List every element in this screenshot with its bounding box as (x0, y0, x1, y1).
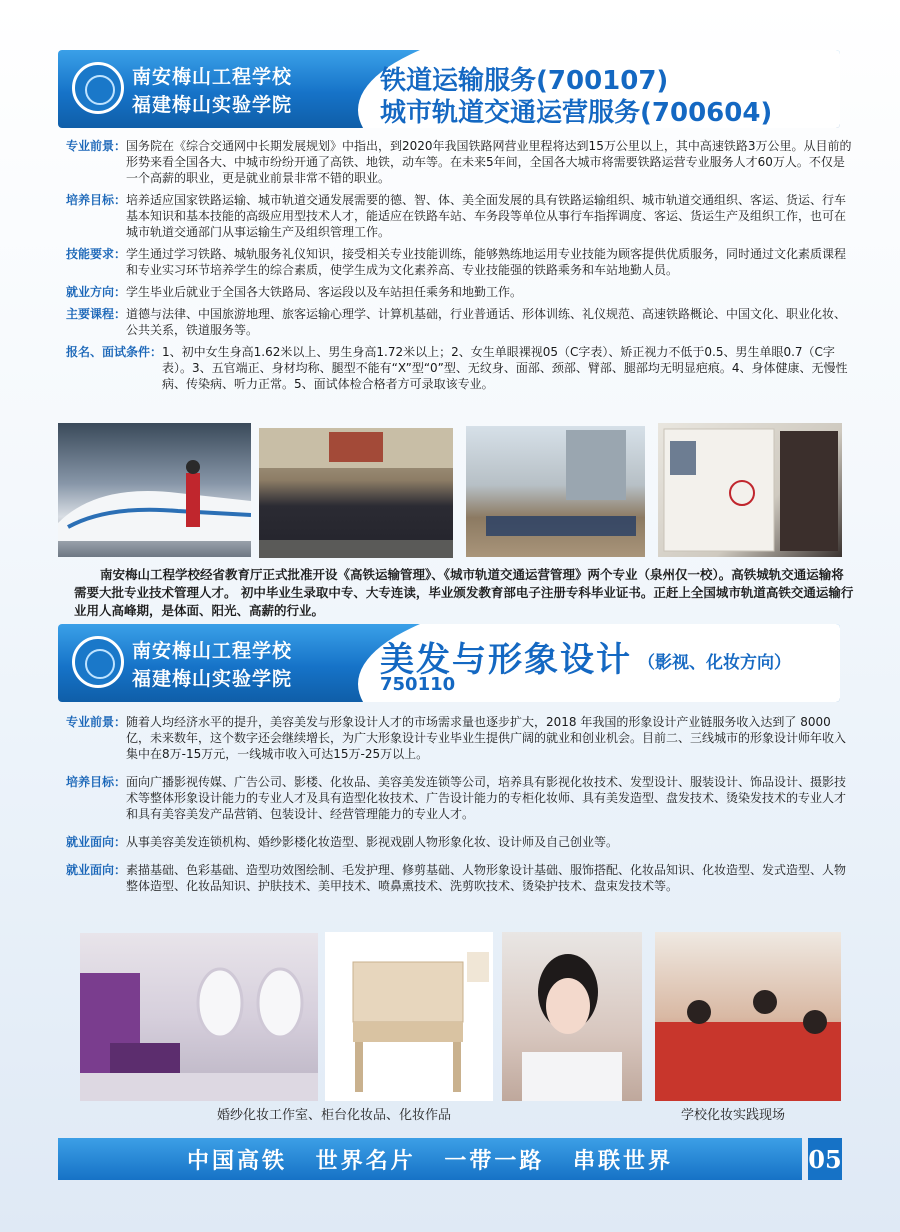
detail-text: 素描基础、色彩基础、造型功效图绘制、毛发护理、修剪基础、人物形象设计基础、服饰搭配、化妆品知识、化妆造型、发式造型、人物整体造型、化妆品知识、护肤技术、美甲技术、喷鼻熏技术、洗剪吹技术、烫染护技术、盘束发技术等。 (126, 863, 847, 893)
major-code: 750110 (380, 674, 456, 695)
section2-details (66, 714, 852, 900)
detail-text: 学生毕业后就业于全国各大铁路局、客运段以及车站担任乘务和地勤工作。 (126, 285, 523, 299)
detail-label: 培养目标： (66, 193, 127, 207)
detail-label: 技能要求： (66, 247, 127, 261)
detail-text: 国务院在《综合交通网中长期发展规划》中指出，到2020年我国铁路网营业里程将达到15万公里以上，其中高速铁路3万公里。从目前的形势来看全国各大、中城市纷纷开通了高铁、地铁，动车等。在未来5年间，全国各大城市将需要铁路运营专业服务人才60万人。不仅是一个高薪的职业，更是就业前景非常不错的职业。 (126, 139, 852, 185)
section1-intro: 南安梅山工程学校经省教育厅正式批准开设《高铁运输管理》、《城市轨道交通运营管理》两个专业（泉州仅一校）。高铁城轨交通运输将需要大批专业技术管理人才。 初中毕业生录取中专、大专连读，毕业颁发教育部电子注册专科毕业证书。正赶上全国城市轨道高铁交通运输行业用人高峰期，是体面、阳光、高薪的行业。 (74, 567, 854, 618)
major-title-2: 城市轨道交通运营服务(700604) (380, 98, 773, 128)
major-title-1: 铁道运输服务(700107) (380, 66, 669, 96)
detail-text: 面向广播影视传媒、广告公司、影楼、化妆品、美容美发连锁等公司，培养具有影视化妆技术、发型设计、服装设计、饰品设计、摄影技术等整体形象设计能力的专业人才及具有造型化妆技术、广告设计能力的专柜化妆师、具有美发造型、盘发技术、烫染发技术的专业人才和具有美容美发产品营销、包装设计、经营管理能力的专业人才。 (126, 775, 847, 821)
school-logo-icon (72, 636, 124, 688)
detail-row (66, 306, 852, 338)
detail-text: 道德与法律、中国旅游地理、旅客运输心理学、计算机基础，行业普通话、形体训练、礼仪规范、高速铁路概论、中国文化、职业化妆、公共关系，铁道服务等。 (126, 307, 847, 337)
school-name-1: 南安梅山工程学校 (132, 640, 293, 662)
detail-label: 主要课程： (66, 307, 127, 321)
detail-row (66, 714, 852, 762)
vanity-cabinet-photo (325, 932, 493, 1101)
detail-label: 就业面向： (66, 835, 127, 849)
detail-text: 随着人均经济水平的提升，美容美发与形象设计人才的市场需求量也逐步扩大，2018 年我国的形象设计产业链服务收入达到了 8000 亿，未来数年，这个数字还会继续增长，为广大形象设计专业毕业生提供广阔的就业和创业机会。目前二、三线城市的形象设计师年收入集中在8万-15万元，一线城市收入可达15万-25万以上。 (126, 715, 847, 761)
certificate-photo (658, 423, 842, 557)
detail-label: 就业方向： (66, 285, 127, 299)
caption-left: 婚纱化妆工作室、柜台化妆品、化妆作品 (217, 1108, 452, 1123)
detail-row (66, 774, 852, 822)
train-photo (58, 423, 251, 557)
detail-row (66, 284, 852, 300)
section2-banner (58, 624, 840, 702)
school-logo-icon (72, 62, 124, 114)
detail-row (66, 344, 852, 392)
major-subtitle: （影视、化妆方向） (638, 653, 791, 673)
page-number: 05 (808, 1138, 842, 1180)
footer-slogan: 中国高铁 世界名片 一带一路 串联世界 (58, 1138, 802, 1180)
detail-text: 从事美容美发连锁机构、婚纱影楼化妆造型、影视戏剧人物形象化妆、设计师及自己创业等。 (126, 835, 619, 849)
caption-right: 学校化妆实践现场 (681, 1108, 786, 1123)
section1-details (66, 138, 852, 398)
section1-banner (58, 50, 840, 128)
detail-row (66, 192, 852, 240)
students-group-photo (259, 428, 453, 558)
detail-row (66, 862, 852, 894)
detail-label: 专业前景： (66, 139, 127, 153)
practice-site-photo (655, 932, 841, 1101)
major-title: 美发与形象设计 (380, 640, 632, 680)
detail-row (66, 834, 852, 850)
school-name-2: 福建梅山实验学院 (132, 668, 293, 690)
detail-row (66, 138, 852, 186)
detail-label: 专业前景： (66, 715, 127, 729)
detail-text: 学生通过学习铁路、城轨服务礼仪知识，接受相关专业技能训练，能够熟练地运用专业技能为顾客提供优质服务，同时通过文化素质课程和专业实习环节培养学生的综合素质，使学生成为文化素养高、专业技能强的铁路乘务和车站地勤人员。 (126, 247, 847, 277)
detail-label: 报名、面试条件： (66, 345, 163, 359)
makeup-work-photo (502, 932, 642, 1101)
detail-label: 就业面向： (66, 863, 127, 877)
detail-row (66, 246, 852, 278)
training-field-photo (466, 426, 645, 557)
detail-label: 培养目标： (66, 775, 127, 789)
detail-text: 培养适应国家铁路运输、城市轨道交通发展需要的德、智、体、美全面发展的具有铁路运输组织、城市轨道交通组织、客运、货运、行车基本知识和基本技能的高级应用型技术人才，能适应在铁路车站、车务段等单位从事行车指挥调度、客运、货运生产及组织工作，也可在城市轨道交通部门从事运输生产及组织管理工作。 (126, 193, 847, 239)
school-name-2: 福建梅山实验学院 (132, 94, 293, 116)
salon-studio-photo (80, 933, 318, 1101)
detail-text: 1、初中女生身高1.62米以上、男生身高1.72米以上；2、女生单眼裸视05（C字表）、矫正视力不低于0.5、男生单眼0.7（C字表）。3、五官端正、身材均称、腿型不能有“X”型“0”型、无纹身、面部、颈部、臂部、腿部均无明显疤痕。4、身体健康、无慢性病、传染病、听力正常。5、面试体检合格者方可录取该专业。 (162, 345, 848, 391)
school-name-1: 南安梅山工程学校 (132, 66, 293, 88)
